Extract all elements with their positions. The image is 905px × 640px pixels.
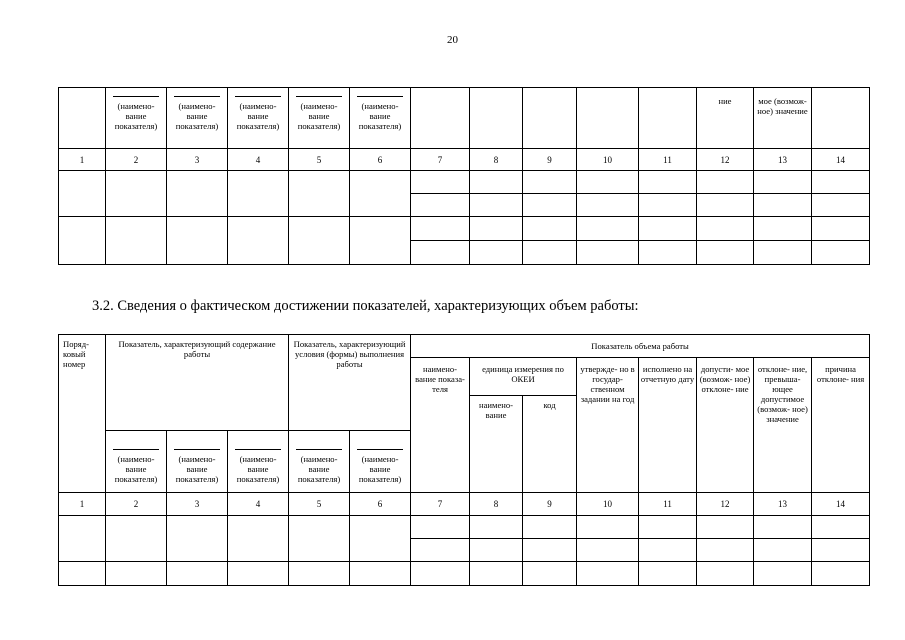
header-executed: исполнено на отчетную дату [639,358,697,493]
t2-colnum: 8 [470,493,523,516]
t1-colnum: 6 [350,149,411,171]
work-volume-table [58,334,870,586]
t1-content-sub-3: (наимено- вание показателя) [228,88,289,149]
t1-col14-head [812,88,870,149]
t1-col8-head [470,88,523,149]
header-allowed-deviation: допусти- мое (возмож- ное) отклоне- ние [697,358,754,493]
t2-content-sub-1: (наимено- вание показателя) [106,431,167,493]
t1-col7-head [411,88,470,149]
t1-colnum: 1 [59,149,106,171]
header-volume-indicator: Показатель объема работы [411,335,870,358]
t1-colnum: 4 [228,149,289,171]
header-conditions-indicator: Показатель, характеризующий условия (формы) выполнения работы [289,335,411,431]
t2-content-sub-3: (наимено- вание показателя) [228,431,289,493]
t2-colnum: 3 [167,493,228,516]
t2-colnum: 1 [59,493,106,516]
t2-content-sub-2: (наимено- вание показателя) [167,431,228,493]
t2-conditions-sub-2: (наимено- вание показателя) [350,431,411,493]
t2-conditions-sub-1: (наимено- вание показателя) [289,431,350,493]
t1-colnum: 9 [523,149,577,171]
t2-column-numbers-row [59,493,870,516]
t2-colnum: 5 [289,493,350,516]
t2-colnum: 10 [577,493,639,516]
t2-colnum: 6 [350,493,411,516]
t1-col13-head: мое (возмож- ное) значение [754,88,812,149]
indicators-table-continued [58,87,870,265]
t1-col9-head [523,88,577,149]
t1-conditions-sub-2: (наимено- вание показателя) [350,88,411,149]
header-order-number: Поряд- ковый номер [59,335,106,493]
table-row [59,562,870,586]
t1-colnum: 14 [812,149,870,171]
t1-colnum: 10 [577,149,639,171]
header-exceeding-deviation: отклоне- ние, превыша- ющее допустимое (возмож- ное) значение [754,358,812,493]
t2-colnum: 2 [106,493,167,516]
header-deviation-reason: причина отклоне- ния [812,358,870,493]
header-indicator-name: наимено- вание показа- теля [411,358,470,493]
t1-order-cell [59,88,106,149]
t1-colnum: 12 [697,149,754,171]
t1-colnum: 11 [639,149,697,171]
t1-column-numbers-row [59,149,870,171]
t1-col12-head: ние [697,88,754,149]
t1-colnum: 13 [754,149,812,171]
header-unit-okei: единица измерения по ОКЕИ [470,358,577,396]
table-row [59,516,870,539]
section-title: 3.2. Сведения о фактическом достижении показателей, характеризующих объем работы: [92,298,639,314]
t2-colnum: 9 [523,493,577,516]
t1-content-sub-2: (наимено- вание показателя) [167,88,228,149]
t2-colnum: 4 [228,493,289,516]
t1-col10-head [577,88,639,149]
header-unit-name: наимено- вание [470,396,523,493]
header-approved: утвержде- но в государ- ственном задании на год [577,358,639,493]
page-number: 20 [447,34,458,46]
t1-colnum: 8 [470,149,523,171]
t2-colnum: 12 [697,493,754,516]
table-row [59,171,870,194]
t1-colnum: 7 [411,149,470,171]
t1-content-sub-1: (наимено- вание показателя) [106,88,167,149]
t2-colnum: 13 [754,493,812,516]
t2-colnum: 14 [812,493,870,516]
t2-colnum: 11 [639,493,697,516]
header-unit-code: код [523,396,577,493]
t1-colnum: 5 [289,149,350,171]
t1-col11-head [639,88,697,149]
t2-colnum: 7 [411,493,470,516]
header-content-indicator: Показатель, характеризующий содержание работы [106,335,289,431]
table-row [59,217,870,241]
t1-colnum: 2 [106,149,167,171]
t1-conditions-sub-1: (наимено- вание показателя) [289,88,350,149]
t1-colnum: 3 [167,149,228,171]
